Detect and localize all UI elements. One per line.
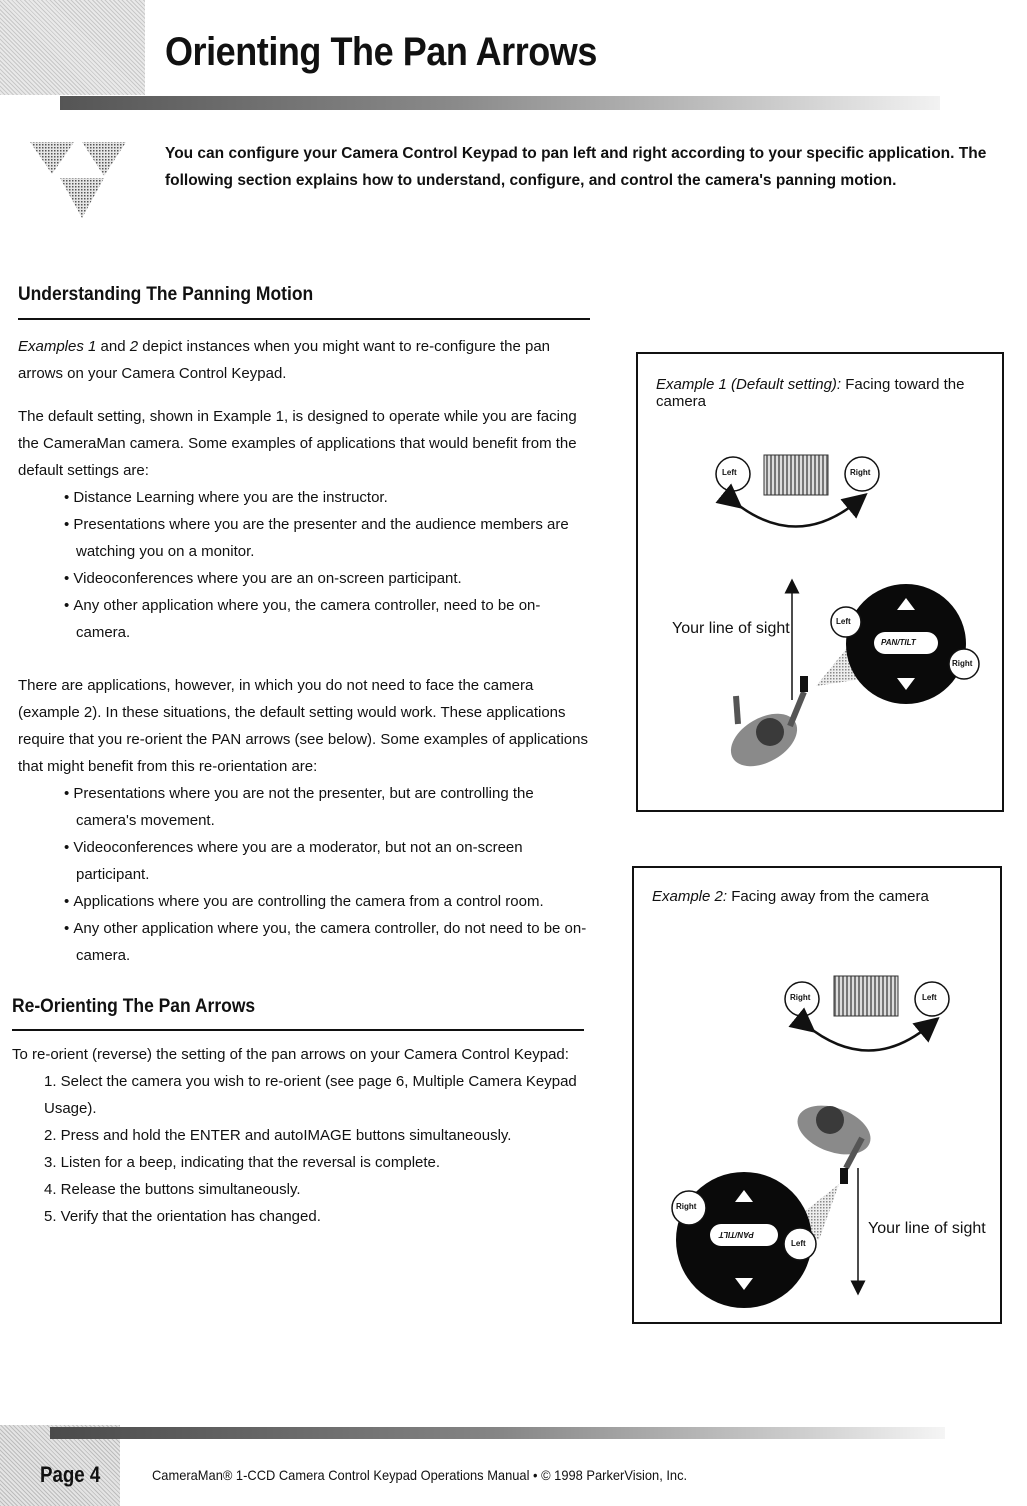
example2-diagram — [634, 868, 1000, 1322]
emphasis-text: Examples 1 — [18, 338, 97, 355]
pan-arc-arrow-icon — [806, 1025, 930, 1051]
cam-left-label: Left — [922, 993, 937, 1002]
section-rule — [12, 1029, 584, 1031]
emphasis-text: 2 — [129, 338, 139, 355]
remote-icon — [840, 1168, 848, 1184]
step-item: 2. Press and hold the ENTER and autoIMAGE buttons simultaneously. — [44, 1127, 512, 1144]
list-item: • Videoconferences where you are a moderator, but not an on-screen participant. — [18, 834, 593, 888]
caption-italic: Example 1 (Default setting): — [656, 376, 842, 393]
header-rule — [60, 96, 940, 110]
paragraph-examples — [18, 333, 593, 387]
keypad-right-label: Right — [952, 659, 973, 668]
text: and — [96, 338, 130, 355]
pantilt-label: PAN/TILT — [719, 1230, 754, 1239]
page-number: Page 4 — [40, 1462, 101, 1487]
cam-right-label: Right — [850, 468, 871, 477]
keypad-left-label: Left — [836, 617, 851, 626]
section-heading-reorienting: Re-Orienting The Pan Arrows — [12, 996, 256, 1017]
section2-body — [12, 1041, 587, 1230]
step-item: 4. Release the buttons simultaneously. — [44, 1181, 301, 1198]
list-item: • Presentations where you are the presenter and the audience members are watching you on a monitor. — [18, 511, 593, 565]
list-item: • Any other application where you, the camera controller, need to be on-camera. — [18, 592, 593, 646]
list-item: • Applications where you are controlling the camera from a control room. — [18, 888, 593, 915]
corner-shading — [0, 0, 145, 95]
section-rule — [18, 318, 590, 320]
caption-italic: Example 2: — [652, 888, 728, 905]
intro-paragraph: You can configure your Camera Control Keypad to pan left and right according to your specific application. The following section explains how to understand, configure, and control the camera's panning motion. — [165, 145, 987, 189]
footer-text: CameraMan® 1-CCD Camera Control Keypad Operations Manual • © 1998 ParkerVision, Inc. — [152, 1467, 688, 1483]
caption-text: Facing toward the camera — [656, 376, 965, 410]
list-item: • Videoconferences where you are an on-screen participant. — [18, 565, 593, 592]
person-icon — [722, 676, 808, 777]
keypad-left-label: Left — [791, 1239, 806, 1248]
triangle-logo-icon — [30, 138, 140, 228]
steps-list — [12, 1068, 587, 1230]
step-item: 1. Select the camera you wish to re-orient (see page 6, Multiple Camera Keypad Usage). — [44, 1073, 577, 1117]
line-of-sight-label: Your line of sight — [868, 1220, 986, 1237]
paragraph-default: The default setting, shown in Example 1, is designed to operate while you are facing the CameraMan camera. Some examples of applications that would benefit from the default settings are: — [18, 408, 577, 479]
remote-icon — [800, 676, 808, 692]
person-icon — [791, 1096, 877, 1184]
reorient-app-list — [18, 780, 593, 969]
text: depict instances when you might want to re-configure the pan arrows on your Camera Control Keypad. — [18, 338, 551, 382]
example2-box — [632, 866, 1002, 1324]
list-item: • Any other application where you, the camera controller, do not need to be on-camera. — [18, 915, 593, 969]
steps-intro: To re-orient (reverse) the setting of the pan arrows on your Camera Control Keypad: — [12, 1046, 569, 1063]
page-title: Orienting The Pan Arrows — [165, 30, 597, 74]
camera-body-icon — [764, 455, 828, 495]
example1-diagram — [638, 354, 1002, 810]
default-app-list — [18, 484, 593, 646]
cam-right-label: Right — [790, 993, 811, 1002]
pantilt-label: PAN/TILT — [881, 638, 916, 647]
list-item: • Distance Learning where you are the instructor. — [18, 484, 593, 511]
section1-body — [18, 333, 593, 969]
footer-rule — [50, 1427, 945, 1439]
line-of-sight-label: Your line of sight — [672, 620, 790, 637]
section-heading-understanding: Understanding The Panning Motion — [18, 284, 314, 305]
step-item: 3. Listen for a beep, indicating that the reversal is complete. — [44, 1154, 441, 1171]
example1-box — [636, 352, 1004, 812]
list-item: • Presentations where you are not the presenter, but are controlling the camera's movement. — [18, 780, 593, 834]
paragraph-reorient: There are applications, however, in which you do not need to face the camera (example 2). In these situations, the default setting would work. These applications require that you re-orient the PAN arrows (see below). Some examples of applications that might benefit from this re-orientation are: — [18, 677, 588, 775]
pan-arc-arrow-icon — [733, 501, 858, 527]
camera-body-icon — [834, 976, 898, 1016]
step-item: 5. Verify that the orientation has changed. — [44, 1208, 321, 1225]
caption-text: Facing away from the camera — [727, 888, 929, 905]
cam-left-label: Left — [722, 468, 737, 477]
keypad-right-label: Right — [676, 1202, 697, 1211]
